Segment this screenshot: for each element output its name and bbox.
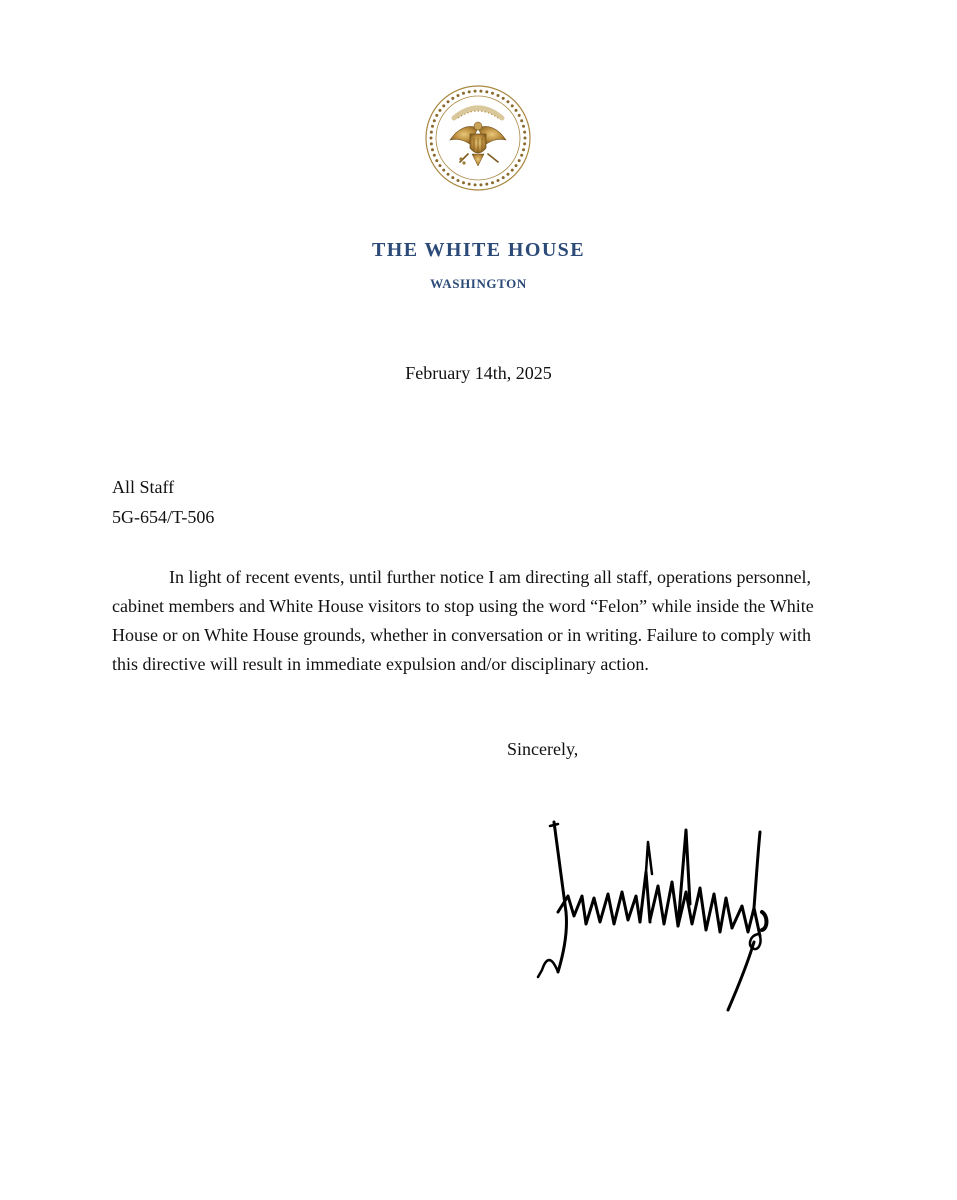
seal-bead bbox=[431, 125, 434, 128]
handwritten-signature-icon bbox=[528, 812, 778, 1022]
seal-bead bbox=[518, 159, 521, 162]
seal-bead bbox=[491, 92, 494, 95]
seal-bead bbox=[511, 104, 514, 107]
seal-bead bbox=[506, 173, 509, 176]
seal-bead bbox=[485, 183, 488, 186]
seal-bead bbox=[502, 97, 505, 100]
seal-bead bbox=[447, 100, 450, 103]
seal-bead bbox=[433, 154, 436, 157]
seal-bead bbox=[491, 181, 494, 184]
seal-bead bbox=[515, 164, 518, 167]
seal-bead bbox=[435, 114, 438, 117]
seal-bead bbox=[442, 169, 445, 172]
presidential-seal-icon bbox=[424, 84, 532, 192]
seal-bead bbox=[474, 90, 477, 93]
seal-bead bbox=[442, 104, 445, 107]
seal-bead bbox=[456, 94, 459, 97]
letterhead-subtitle: WASHINGTON bbox=[430, 276, 527, 291]
seal-bead bbox=[438, 164, 441, 167]
seal-bead bbox=[430, 137, 433, 140]
seal-bead bbox=[451, 97, 454, 100]
letter-closing: Sincerely, bbox=[507, 739, 579, 759]
seal-bead bbox=[515, 109, 518, 112]
seal-bead bbox=[430, 131, 433, 134]
seal-bead bbox=[506, 100, 509, 103]
seal-bead bbox=[456, 179, 459, 182]
seal-bead bbox=[451, 176, 454, 179]
seal-bead bbox=[497, 94, 500, 97]
letter-date: February 14th, 2025 bbox=[405, 363, 552, 383]
seal-bead bbox=[447, 173, 450, 176]
seal-bead bbox=[511, 169, 514, 172]
seal-bead bbox=[485, 90, 488, 93]
seal-bead bbox=[468, 90, 471, 93]
seal-bead bbox=[522, 148, 525, 151]
seal-bead bbox=[518, 114, 521, 117]
seal-bead bbox=[430, 142, 433, 145]
seal-bead bbox=[435, 159, 438, 162]
seal-bead bbox=[523, 142, 526, 145]
recipient-line: All Staff bbox=[112, 477, 175, 497]
seal-bead bbox=[522, 125, 525, 128]
letterhead-title: THE WHITE HOUSE bbox=[372, 239, 585, 261]
seal-bead bbox=[462, 92, 465, 95]
seal-bead bbox=[523, 131, 526, 134]
reference-number: 5G-654/T-506 bbox=[112, 507, 215, 527]
seal-bead bbox=[468, 183, 471, 186]
seal-bead bbox=[474, 183, 477, 186]
seal-bead bbox=[479, 90, 482, 93]
seal-bead bbox=[524, 137, 527, 140]
seal-bead bbox=[497, 179, 500, 182]
seal-bead bbox=[520, 119, 523, 122]
letter-body: In light of recent events, until further notice I am directing all staff, operations personnel, cabinet members and White House visitors to stop using the word “Felon” while inside the White House or on White House grounds, whether in conversation or in writing. Failure to comply with this directive will result in immediate expulsion and/or disciplinary action. bbox=[112, 567, 814, 674]
seal-bead bbox=[520, 154, 523, 157]
seal-bead bbox=[438, 109, 441, 112]
seal-bead bbox=[431, 148, 434, 151]
seal-bead bbox=[462, 181, 465, 184]
seal-bead bbox=[479, 183, 482, 186]
seal-bead bbox=[502, 176, 505, 179]
seal-bead bbox=[433, 119, 436, 122]
